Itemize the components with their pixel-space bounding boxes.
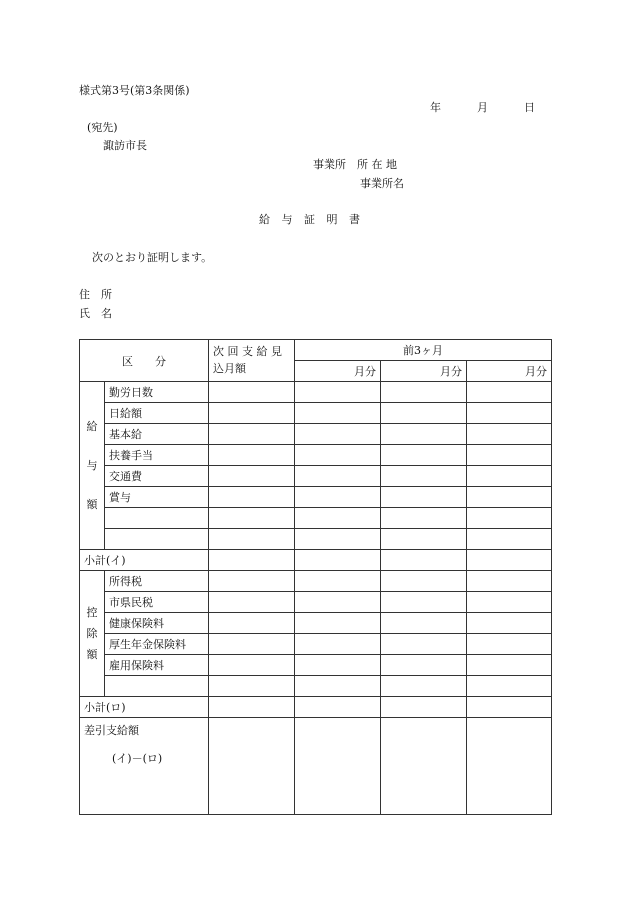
value-cell <box>467 697 552 718</box>
name-label: 氏 名 <box>79 307 112 320</box>
address-label: 住 所 <box>79 288 112 301</box>
salary-certificate-table <box>79 339 552 815</box>
value-cell <box>295 634 381 655</box>
value-cell <box>209 592 295 613</box>
pay-item-blank <box>105 508 209 529</box>
month-label-1: 月分 <box>295 361 381 382</box>
value-cell <box>381 676 467 697</box>
header-next-month-estimate: 次 回 支 給 見込月額 <box>209 340 295 382</box>
value-cell <box>295 424 381 445</box>
value-cell <box>209 655 295 676</box>
deduction-item: 厚生年金保険料 <box>105 634 209 655</box>
value-cell <box>467 655 552 676</box>
value-cell <box>295 382 381 403</box>
office-address-label: 事業所 所 在 地 <box>313 158 397 171</box>
certification-statement: 次のとおり証明します。 <box>92 251 213 264</box>
deduction-group-label: 控 除 額 <box>80 571 105 697</box>
value-cell <box>209 424 295 445</box>
value-cell <box>381 718 467 815</box>
value-cell <box>209 382 295 403</box>
value-cell <box>381 634 467 655</box>
value-cell <box>209 487 295 508</box>
net-pay-label: 差引支給額 <box>84 724 139 737</box>
value-cell <box>295 550 381 571</box>
header-previous-three-months: 前3ヶ月 <box>295 340 552 361</box>
value-cell <box>209 676 295 697</box>
value-cell <box>467 403 552 424</box>
pay-item: 賞与 <box>105 487 209 508</box>
value-cell <box>295 592 381 613</box>
pay-group-label: 給 与 額 <box>80 382 105 550</box>
value-cell <box>295 676 381 697</box>
value-cell <box>381 382 467 403</box>
addressee-label: (宛先) <box>87 121 118 134</box>
value-cell <box>467 676 552 697</box>
value-cell <box>381 424 467 445</box>
value-cell <box>295 445 381 466</box>
value-cell <box>467 508 552 529</box>
pay-item: 扶養手当 <box>105 445 209 466</box>
value-cell <box>467 466 552 487</box>
value-cell <box>209 718 295 815</box>
value-cell <box>209 634 295 655</box>
month-label-2: 月分 <box>381 361 467 382</box>
value-cell <box>467 445 552 466</box>
value-cell <box>295 403 381 424</box>
pay-item-blank <box>105 529 209 550</box>
value-cell <box>381 403 467 424</box>
value-cell <box>381 592 467 613</box>
deduction-item: 市県民税 <box>105 592 209 613</box>
value-cell <box>381 466 467 487</box>
value-cell <box>209 697 295 718</box>
office-name-label: 事業所名 <box>360 177 404 190</box>
value-cell <box>295 529 381 550</box>
value-cell <box>209 466 295 487</box>
value-cell <box>381 697 467 718</box>
value-cell <box>381 529 467 550</box>
value-cell <box>295 466 381 487</box>
pay-item: 基本給 <box>105 424 209 445</box>
deduction-item: 健康保険料 <box>105 613 209 634</box>
pay-item: 勤労日数 <box>105 382 209 403</box>
subtotal-b-label: 小計(ロ) <box>80 697 209 718</box>
value-cell <box>295 718 381 815</box>
value-cell <box>295 508 381 529</box>
header-category: 区 分 <box>80 340 209 382</box>
value-cell <box>467 550 552 571</box>
document-title: 給 与 証 明 書 <box>259 213 364 226</box>
value-cell <box>381 613 467 634</box>
value-cell <box>467 571 552 592</box>
value-cell <box>209 445 295 466</box>
value-cell <box>295 613 381 634</box>
value-cell <box>467 382 552 403</box>
value-cell <box>209 508 295 529</box>
value-cell <box>381 445 467 466</box>
value-cell <box>295 487 381 508</box>
value-cell <box>467 487 552 508</box>
form-number: 様式第3号(第3条関係) <box>79 84 190 97</box>
pay-item: 日給額 <box>105 403 209 424</box>
value-cell <box>295 697 381 718</box>
deduction-item-blank <box>105 676 209 697</box>
pay-item: 交通費 <box>105 466 209 487</box>
value-cell <box>467 718 552 815</box>
net-pay-label-cell <box>80 718 209 815</box>
deduction-item: 雇用保険料 <box>105 655 209 676</box>
value-cell <box>381 550 467 571</box>
value-cell <box>381 655 467 676</box>
subtotal-a-label: 小計(イ) <box>80 550 209 571</box>
value-cell <box>209 613 295 634</box>
month-label-3: 月分 <box>467 361 552 382</box>
value-cell <box>381 487 467 508</box>
net-pay-formula: (イ)－(ロ) <box>112 752 163 765</box>
value-cell <box>381 508 467 529</box>
date-month-label: 月 <box>477 101 488 114</box>
value-cell <box>467 634 552 655</box>
value-cell <box>467 613 552 634</box>
value-cell <box>209 571 295 592</box>
value-cell <box>467 424 552 445</box>
date-year-label: 年 <box>430 101 441 114</box>
value-cell <box>209 403 295 424</box>
value-cell <box>209 529 295 550</box>
addressee: 諏訪市長 <box>103 139 147 152</box>
value-cell <box>295 655 381 676</box>
deduction-item: 所得税 <box>105 571 209 592</box>
value-cell <box>209 550 295 571</box>
value-cell <box>381 571 467 592</box>
date-day-label: 日 <box>524 101 535 114</box>
value-cell <box>467 529 552 550</box>
value-cell <box>467 592 552 613</box>
value-cell <box>295 571 381 592</box>
